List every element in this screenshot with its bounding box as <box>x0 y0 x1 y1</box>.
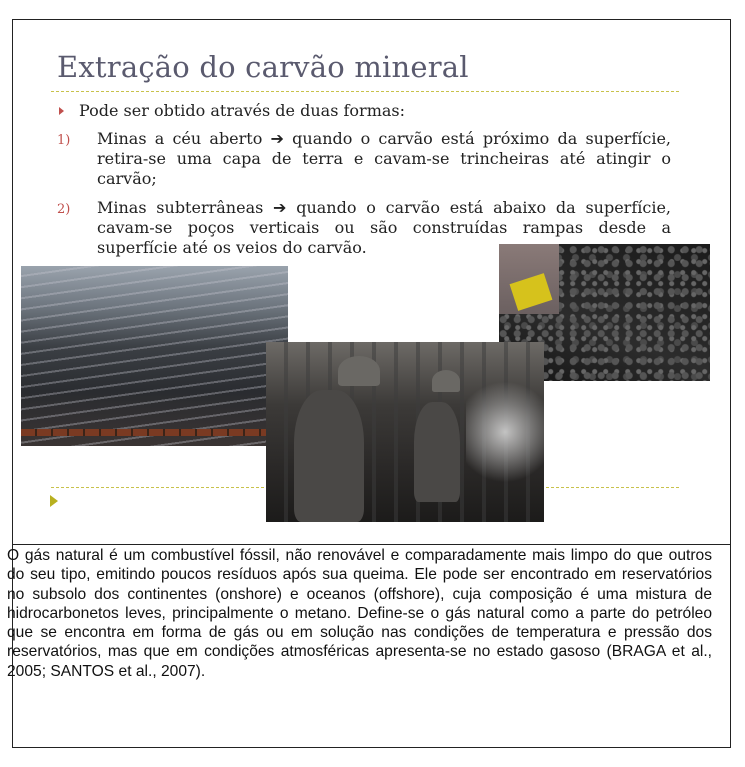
item-number-1: 1) <box>57 133 71 148</box>
miner-right <box>414 402 460 502</box>
bullet-triangle-icon <box>59 107 64 115</box>
dust-spray <box>466 372 544 492</box>
item-text-2: Minas subterrâneas ➔ quando o carvão está abaixo da superfície, cavam-se poços verticais ou são construídas rampas desde a superfície até os veios do carvão. <box>97 198 671 257</box>
item-text-1: Minas a céu aberto ➔ quando o carvão está próximo da superfície, retira-se uma capa de terra e cavam-se trincheiras até atingir o carvão; <box>97 129 671 188</box>
play-triangle-icon <box>50 495 58 507</box>
item-number-2: 2) <box>57 202 71 217</box>
open-pit-mine-photo <box>21 266 288 446</box>
slide-title: Extração do carvão mineral <box>57 50 469 84</box>
miner-left-helmet <box>338 356 380 386</box>
slide <box>13 20 730 544</box>
miner-left <box>294 390 364 522</box>
train-cars <box>21 429 266 436</box>
title-underline <box>51 91 679 92</box>
miner-right-helmet <box>432 370 460 392</box>
intro-text: Pode ser obtido através de duas formas: <box>79 101 405 120</box>
section-divider <box>13 544 730 545</box>
underground-miners-photo <box>266 342 544 522</box>
body-paragraph: O gás natural é um combustível fóssil, não renovável e comparadamente mais limpo do que outros do seu tipo, emitindo poucos resíduos após sua queima. Ele pode ser encontrado em reservatórios no subsolo dos continentes (onshore) e oceanos (offshore), cuja composição é uma mistura de hidrocarbonetos leves, principalmente o metano. Define-se o gás natural como a parte do petróleo que se encontra em forma de gás ou em solução nas condições de temperatura e pressão dos reservatórios, mas que em condições atmosféricas apresenta-se no estado gasoso (BRAGA et al., 2005; SANTOS et al., 2007). <box>7 547 712 680</box>
